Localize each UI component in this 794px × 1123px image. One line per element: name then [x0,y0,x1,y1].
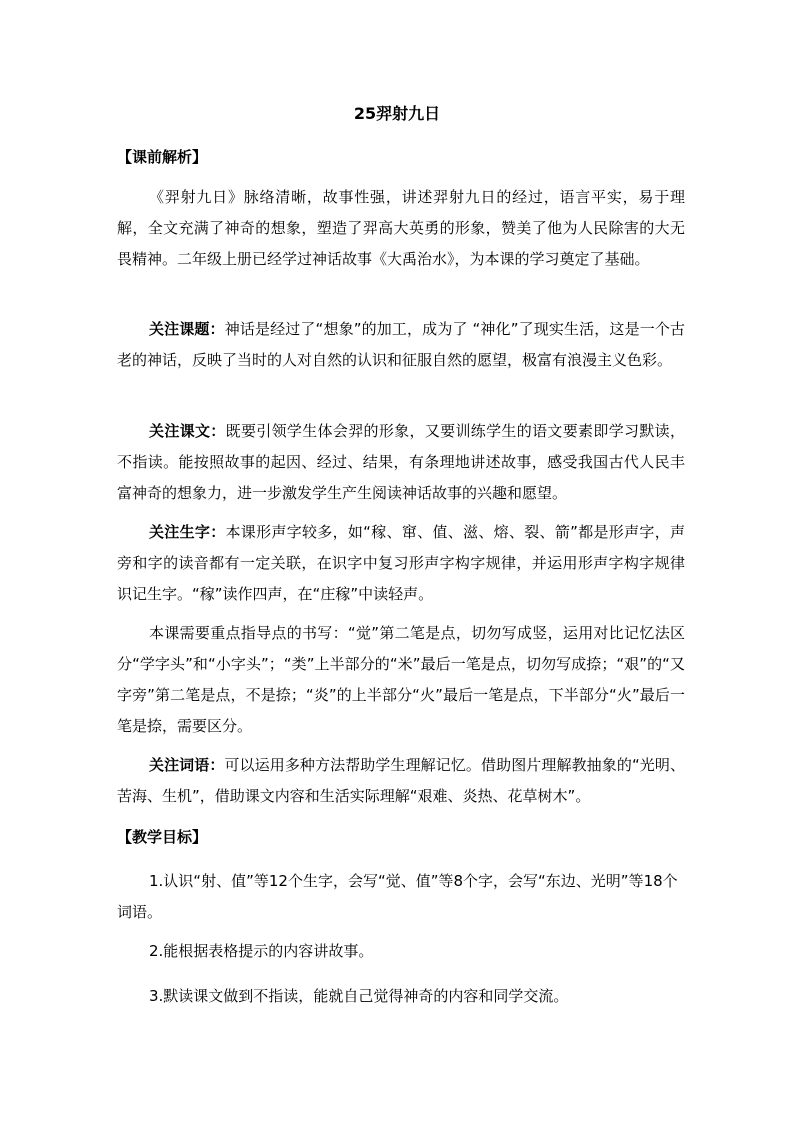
paragraph-focus-characters [117,517,685,610]
paragraph-text: 可以运用多种方法帮助学生理解记忆。借助图片理解教抽象的“光明、苦海、生机”，借助课文内容和生活实际理解“艰难、炎热、花草树木”。 [117,756,685,805]
paragraph-text: 神话是经过了“想象”的加工，成为了 “神化”了现实生活，这是一个古老的神话，反映了当时的人对自然的认识和征服自然的愿望，极富有浪漫主义色彩。 [117,320,685,369]
paragraph-lead: 关注课题： [149,320,225,338]
list-item: 3.默读课文做到不指读，能就自己觉得神奇的内容和同学交流。 [149,987,569,1005]
paragraph-lead: 关注课文： [149,422,226,440]
section-heading-teaching-goals: 【教学目标】 [117,828,208,846]
paragraph-focus-title [117,314,685,376]
paragraph-text: 《羿射九日》脉络清晰，故事性强，讲述羿射九日的经过，语言平实，易于理解，全文充满了神奇的想象，塑造了羿高大英勇的形象，赞美了他为人民除害的大无畏精神。二年级上册已经学过神话故事《大禹治水》，为本课的学习奠定了基础。 [117,188,685,268]
document-title: 25羿射九日 [353,104,441,123]
list-item: 2.能根据表格提示的内容讲故事。 [149,942,374,960]
paragraph-text: 既要引领学生体会羿的形象，又要训练学生的语文要素即学习默读，不指读。能按照故事的起因、经过、结果，有条理地讲述故事，感受我国古代人民丰富神奇的想象力，进一步激发学生产生阅读神话故事的兴趣和愿望。 [117,422,685,502]
paragraph-lead: 关注生字： [149,523,226,541]
section-heading-pre-lesson-analysis: 【课前解析】 [117,148,208,166]
paragraph-focus-text [117,416,685,509]
paragraph-text: 本课需要重点指导点的书写：“觉”第二笔是点，切勿写成竖，运用对比记忆法区分“学字头”和“小字头”；“类”上半部分的“米”最后一笔是点，切勿写成捺；“艰”的“又字旁”第二笔是点，不是捺；“炎”的上半部分“火”最后一笔是点，下半部分“火”最后一笔是捺，需要区分。 [117,624,685,735]
paragraph-focus-words [117,750,685,812]
paragraph-writing-guidance [117,618,685,742]
paragraph-lead: 关注词语： [149,756,225,774]
list-item: 1.认识“射、值”等12个生字，会写“觉、值”等8个字，会写“东边、光明”等18个词语。 [117,872,678,921]
paragraph-overview [117,182,685,275]
paragraph-text: 本课形声字较多，如“稼、窜、值、滋、熔、裂、箭”都是形声字，声旁和字的读音都有一定关联，在识字中复习形声字构字规律，并运用形声字构字规律识记生字。“稼”读作四声，在“庄稼”中读轻声。 [117,523,685,603]
